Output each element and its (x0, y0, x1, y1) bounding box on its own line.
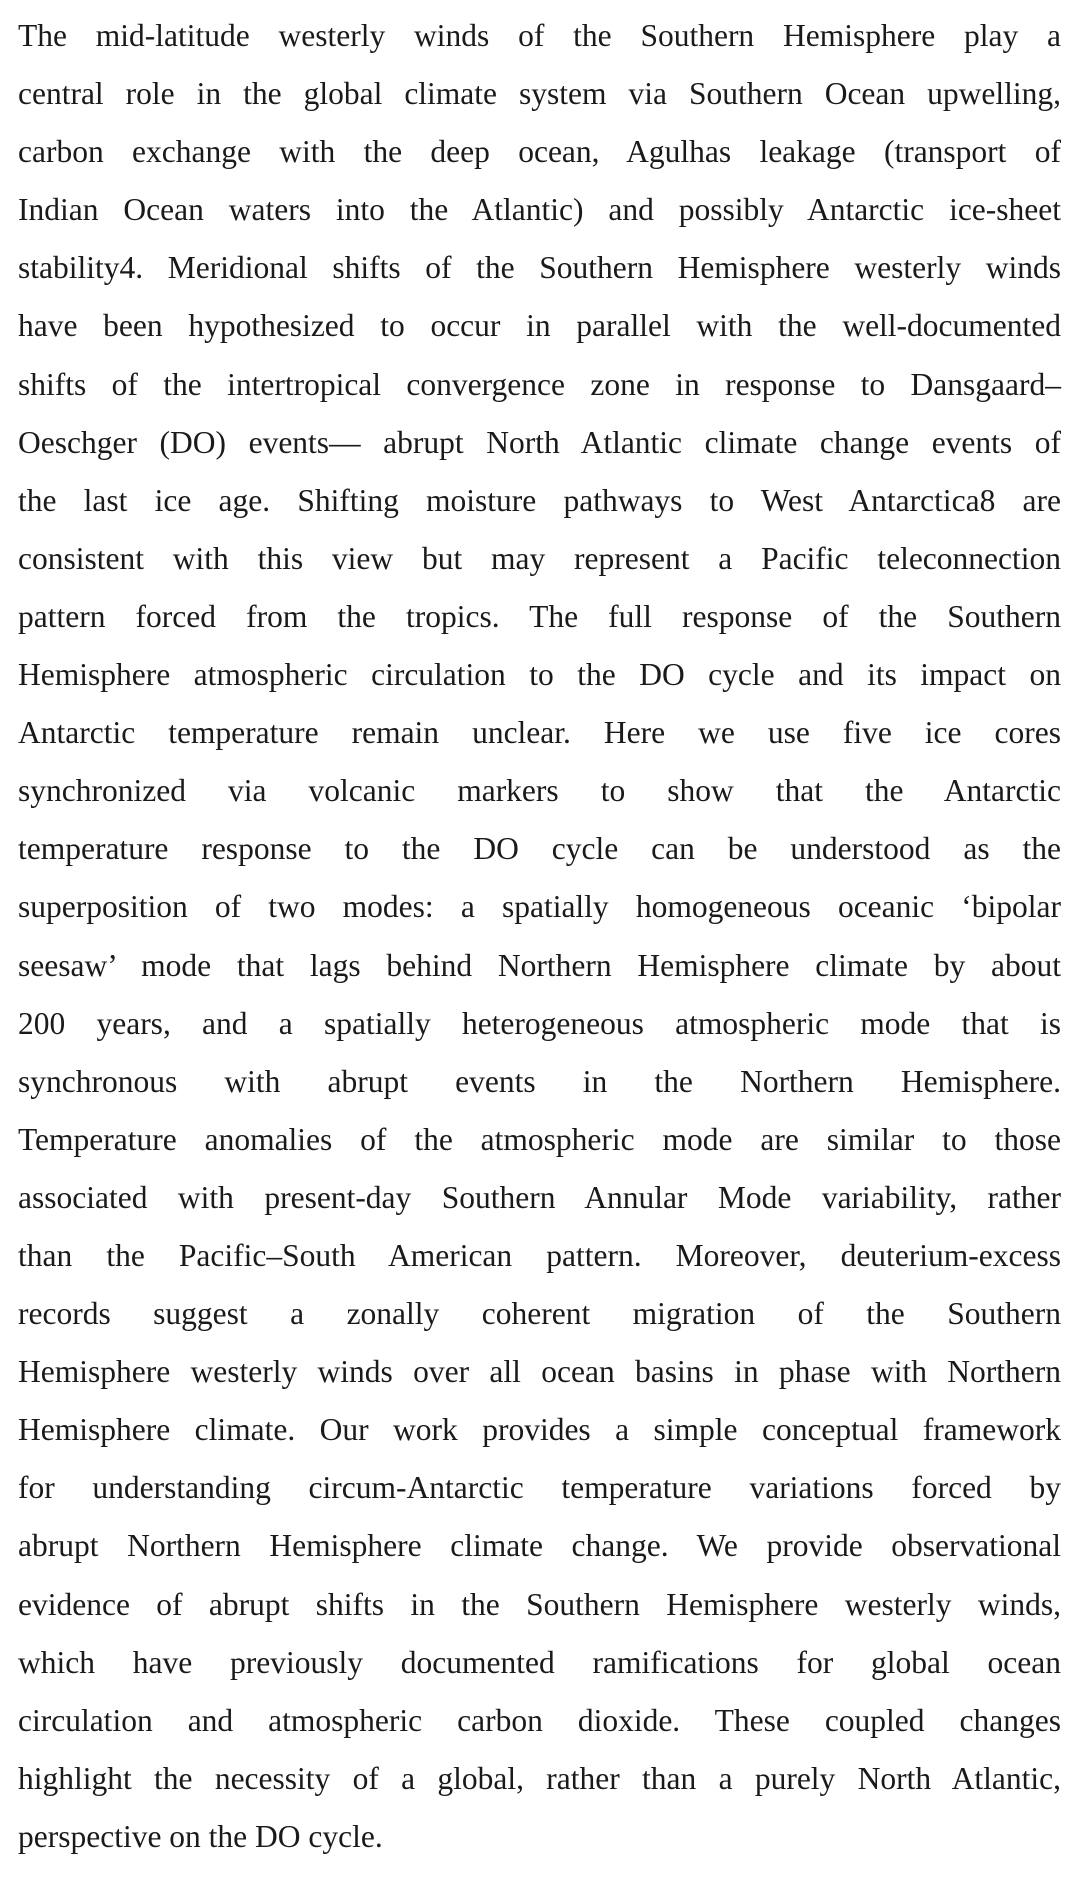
text-line: stability4. Meridional shifts of the Southern Hemisphere westerly winds (18, 250, 1061, 286)
text-line: Hemisphere atmospheric circulation to the DO cycle and its impact on (18, 657, 1061, 693)
text-line: Antarctic temperature remain unclear. Here we use five ice cores (18, 715, 1061, 751)
text-line: the last ice age. Shifting moisture pathways to West Antarctica8 are (18, 482, 1061, 518)
document-paragraph (18, 7, 1061, 1866)
text-line: have been hypothesized to occur in parallel with the well-documented (18, 308, 1061, 344)
text-line: seesaw’ mode that lags behind Northern Hemisphere climate by about (18, 947, 1061, 983)
text-line: carbon exchange with the deep ocean, Agulhas leakage (transport of (18, 134, 1061, 170)
text-line: pattern forced from the tropics. The full response of the Southern (18, 598, 1061, 634)
text-line: abrupt Northern Hemisphere climate change. We provide observational (18, 1528, 1061, 1564)
text-line: Hemisphere climate. Our work provides a simple conceptual framework (18, 1412, 1061, 1448)
text-line: Temperature anomalies of the atmospheric mode are similar to those (18, 1121, 1061, 1157)
text-line: which have previously documented ramifications for global ocean (18, 1644, 1061, 1680)
text-line: shifts of the intertropical convergence zone in response to Dansgaard– (18, 366, 1061, 402)
text-line: Hemisphere westerly winds over all ocean basins in phase with Northern (18, 1354, 1061, 1390)
text-line: evidence of abrupt shifts in the Southern Hemisphere westerly winds, (18, 1586, 1061, 1622)
text-line: highlight the necessity of a global, rather than a purely North Atlantic, (18, 1760, 1061, 1796)
text-line: temperature response to the DO cycle can be understood as the (18, 831, 1061, 867)
text-line: Oeschger (DO) events— abrupt North Atlantic climate change events of (18, 424, 1061, 460)
text-line: perspective on the DO cycle. (18, 1818, 383, 1854)
text-line: superposition of two modes: a spatially homogeneous oceanic ‘bipolar (18, 889, 1061, 925)
text-line: central role in the global climate system via Southern Ocean upwelling, (18, 76, 1061, 112)
text-line: 200 years, and a spatially heterogeneous atmospheric mode that is (18, 1005, 1061, 1041)
text-line: The mid-latitude westerly winds of the Southern Hemisphere play a (18, 18, 1061, 53)
text-line: records suggest a zonally coherent migration of the Southern (18, 1296, 1061, 1332)
text-line: circulation and atmospheric carbon dioxide. These coupled changes (18, 1702, 1061, 1738)
text-line: for understanding circum-Antarctic temperature variations forced by (18, 1470, 1061, 1506)
text-line: synchronized via volcanic markers to show that the Antarctic (18, 773, 1061, 809)
text-line: than the Pacific–South American pattern. Moreover, deuterium-excess (18, 1237, 1061, 1273)
text-line: Indian Ocean waters into the Atlantic) and possibly Antarctic ice-sheet (18, 192, 1061, 228)
text-line: associated with present-day Southern Annular Mode variability, rather (18, 1179, 1061, 1215)
text-line: synchronous with abrupt events in the Northern Hemisphere. (18, 1063, 1061, 1099)
text-line: consistent with this view but may represent a Pacific teleconnection (18, 540, 1061, 576)
